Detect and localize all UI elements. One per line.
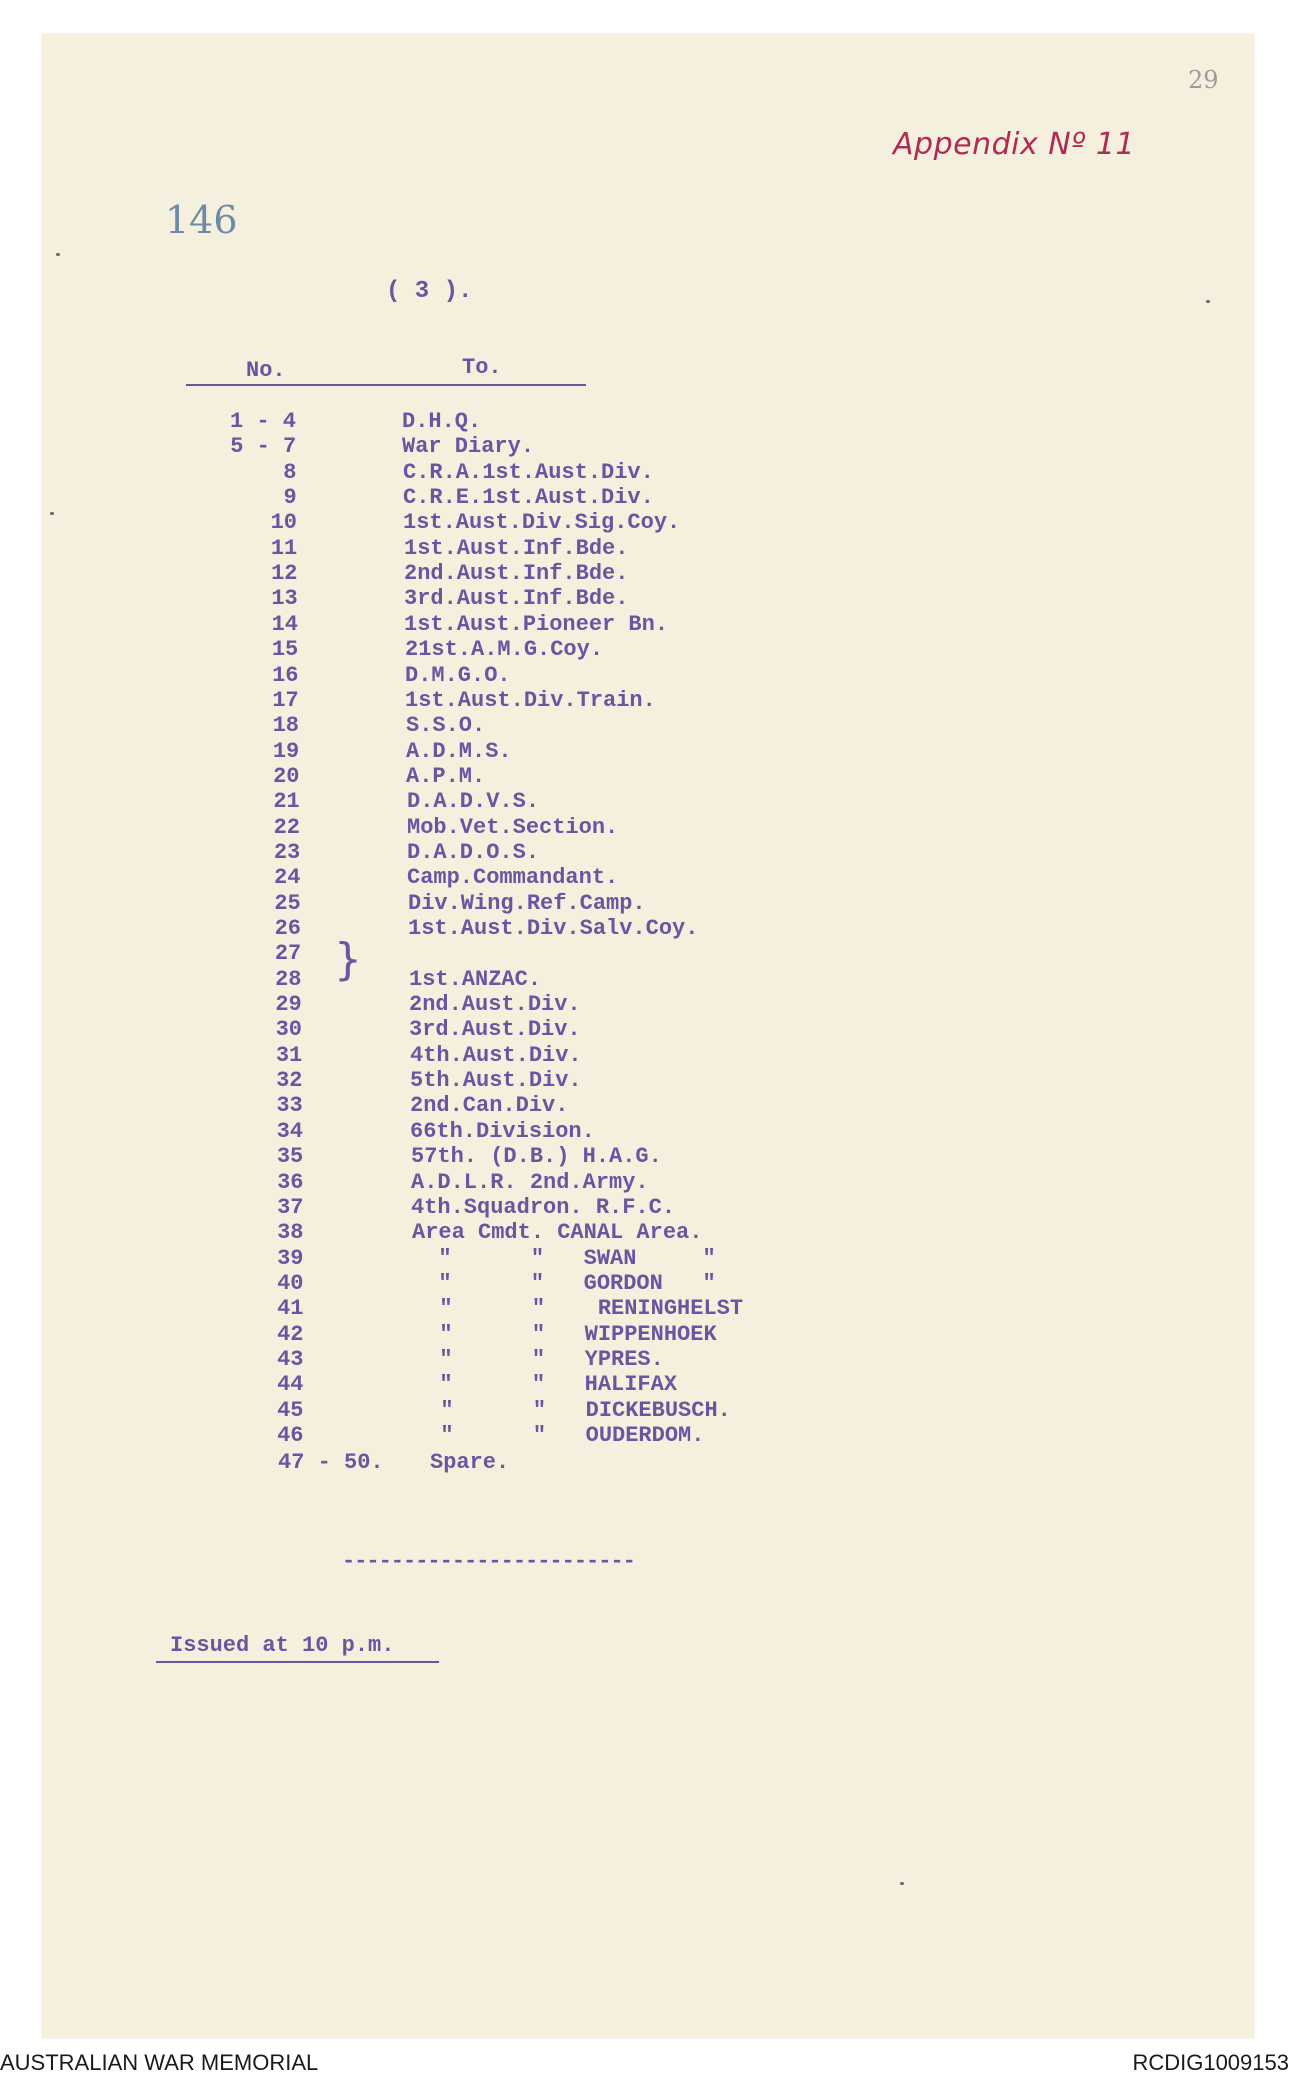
copy-number: 46: [277, 1423, 304, 1448]
paper-mark: [1206, 300, 1210, 303]
copy-number: 12: [271, 561, 298, 586]
copy-number: 16: [272, 663, 299, 688]
recipient: " " WIPPENHOEK: [413, 1322, 717, 1347]
copy-number: 17: [272, 688, 299, 713]
recipient: 1st.Aust.Pioneer Bn.: [404, 612, 669, 637]
recipient: " " GORDON ": [412, 1271, 716, 1296]
copy-number: 31: [275, 1043, 303, 1068]
recipient: " " RENINGHELST: [413, 1296, 744, 1321]
copy-number: 26: [274, 916, 301, 941]
copy-number: 36: [277, 1170, 304, 1195]
recipient: 1st.Aust.Inf.Bde.: [404, 536, 629, 561]
paper-mark: [56, 253, 60, 256]
copy-number: 11: [270, 536, 298, 561]
recipient: 1st.Aust.Div.Train.: [405, 688, 656, 713]
copy-number: 35: [276, 1144, 304, 1169]
spare-label: Spare.: [430, 1450, 510, 1475]
spare-number: 47 - 50.: [278, 1450, 384, 1475]
copy-number: 19: [272, 739, 300, 764]
paper-mark: [50, 512, 54, 515]
copy-number: 34: [276, 1119, 303, 1144]
copy-number: 44: [277, 1372, 304, 1397]
recipient: Mob.Vet.Section.: [407, 815, 619, 840]
recipient: C.R.E.1st.Aust.Div.: [403, 485, 654, 510]
recipient: " " OUDERDOM.: [414, 1423, 705, 1448]
paper-mark: [900, 1882, 904, 1885]
recipient: 3rd.Aust.Inf.Bde.: [404, 586, 629, 611]
recipient: S.S.O.: [406, 713, 486, 738]
copy-number: 14: [271, 612, 298, 637]
copy-number: 18: [272, 713, 299, 738]
copy-number: 39: [277, 1246, 304, 1271]
copy-number: 29: [275, 992, 302, 1017]
recipient: 5th.Aust.Div.: [410, 1068, 582, 1093]
recipient: " " HALIFAX: [413, 1372, 678, 1397]
copy-number: 22: [273, 815, 300, 840]
recipient: " " YPRES.: [413, 1347, 664, 1372]
header-underline: [186, 384, 586, 386]
copy-number: 15: [271, 637, 299, 662]
recipient: Div.Wing.Ref.Camp.: [408, 891, 646, 916]
recipient: 1st.Aust.Div.Sig.Coy.: [403, 510, 681, 535]
recipient: D.A.D.V.S.: [407, 789, 540, 814]
copy-number: 5 - 7: [230, 434, 297, 459]
bracket-27-28: }: [334, 934, 362, 985]
credit-identifier: RCDIG1009153: [1132, 2050, 1289, 2075]
copy-number: 43: [277, 1347, 304, 1372]
recipient: Camp.Commandant.: [407, 865, 619, 890]
copy-number: 1 - 4: [229, 409, 296, 434]
recipient: 3rd.Aust.Div.: [409, 1017, 581, 1042]
appendix-stamp: Appendix Nº 11: [893, 127, 1136, 162]
issued-time: Issued at 10 p.m.: [170, 1633, 395, 1658]
recipient: 4th.Aust.Div.: [410, 1043, 582, 1068]
copy-number: 23: [273, 840, 301, 865]
copy-number: 38: [277, 1220, 304, 1245]
copy-number: 42: [277, 1322, 304, 1347]
recipient: Area Cmdt. CANAL Area.: [412, 1220, 703, 1245]
recipient: A.D.L.R. 2nd.Army.: [411, 1170, 649, 1195]
copy-number: 30: [275, 1017, 302, 1042]
recipient: D.A.D.O.S.: [407, 840, 540, 865]
copy-number: 20: [273, 764, 300, 789]
copy-number: 33: [276, 1093, 303, 1118]
copy-number: 45: [277, 1398, 304, 1423]
recipient: 1st.Aust.Div.Salv.Coy.: [408, 916, 699, 941]
recipient: War Diary.: [402, 434, 535, 459]
recipient: " " DICKEBUSCH.: [414, 1398, 731, 1423]
column-header-to: To.: [462, 355, 502, 380]
column-header-no: No.: [246, 358, 286, 383]
folio-number: 146: [165, 198, 238, 242]
recipient: 66th.Division.: [410, 1119, 595, 1144]
recipient: 4th.Squadron. R.F.C.: [411, 1195, 676, 1220]
recipient: 1st.ANZAC.: [409, 967, 542, 992]
section-number: ( 3 ).: [386, 278, 473, 305]
copy-number: 40: [277, 1271, 304, 1296]
issued-underline: [156, 1661, 439, 1663]
dashed-separator: ------------------------: [342, 1549, 635, 1574]
copy-number: 32: [276, 1068, 303, 1093]
copy-number: 13: [271, 586, 298, 611]
recipient: A.D.M.S.: [406, 739, 512, 764]
copy-number: 10: [270, 510, 297, 535]
recipient: C.R.A.1st.Aust.Div.: [403, 460, 654, 485]
copy-number: 27: [274, 941, 302, 966]
copy-number: 9: [283, 485, 297, 510]
credit-institution: AUSTRALIAN WAR MEMORIAL: [0, 2050, 319, 2075]
recipient: A.P.M.: [406, 764, 486, 789]
recipient: 57th. (D.B.) H.A.G.: [411, 1144, 662, 1169]
copy-number: 41: [277, 1296, 304, 1321]
copy-number: 25: [274, 891, 301, 916]
page-number: 29: [1188, 66, 1219, 94]
recipient: D.H.Q.: [402, 409, 482, 434]
copy-number: 37: [277, 1195, 304, 1220]
copy-number: 28: [275, 967, 302, 992]
recipient: 2nd.Aust.Div.: [409, 992, 581, 1017]
copy-number: 8: [283, 460, 297, 485]
recipient: 21st.A.M.G.Coy.: [405, 637, 604, 662]
recipient: 2nd.Aust.Inf.Bde.: [404, 561, 629, 586]
recipient: D.M.G.O.: [405, 663, 511, 688]
recipient: 2nd.Can.Div.: [410, 1093, 569, 1118]
copy-number: 21: [273, 789, 300, 814]
copy-number: 24: [274, 865, 301, 890]
recipient: " " SWAN ": [412, 1246, 716, 1271]
